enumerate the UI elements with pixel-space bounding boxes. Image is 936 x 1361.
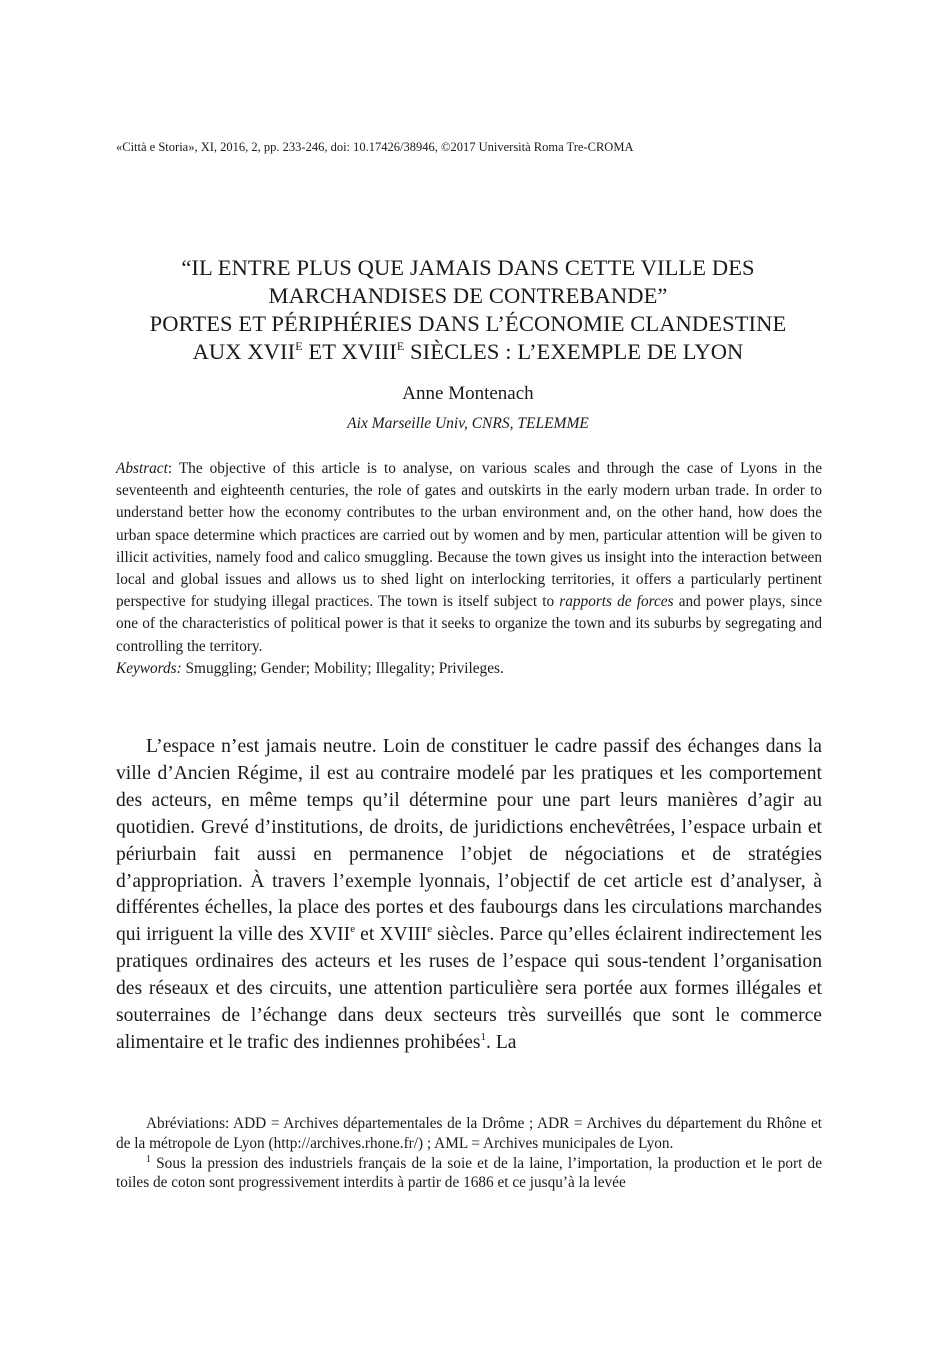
- superscript-e: e: [350, 923, 356, 936]
- superscript-e: e: [427, 923, 433, 936]
- abstract-italic-term: rapports de forces: [559, 593, 674, 611]
- superscript-e: E: [295, 339, 303, 353]
- footnote-1: [116, 1154, 822, 1194]
- abstract-section: [116, 458, 822, 680]
- running-header-citation: «Città e Storia», XI, 2016, 2, pp. 233-246, doi: 10.17426/38946, ©2017 Università Roma Tre-CROMA: [116, 140, 634, 154]
- author-affiliation: Aix Marseille Univ, CNRS, TELEMME: [347, 415, 589, 432]
- title-line-1: “IL ENTRE PLUS QUE JAMAIS DANS CETTE VILLE DES: [181, 255, 755, 280]
- abstract-text-b: and power plays, since one of the characteristics of political power is that it seeks to organize the town and its suburbs by segregating and controlling the territory.: [116, 593, 822, 655]
- footnote-1-text: Sous la pression des industriels français de la soie et de la laine, l’importation, la production et le port de toiles de coton sont progressivement interdits à partir de 1686 et ce jusqu’à la levée: [116, 1154, 822, 1192]
- footnote-abbreviations: Abréviations: ADD = Archives départementales de la Drôme ; ADR = Archives du département du Rhône et de la métropole de Lyon (http://archives.rhone.fr/) ; AML = Archives municipales de Lyon.: [116, 1115, 822, 1152]
- body-paragraph: [116, 734, 822, 1057]
- footnotes-section: [116, 1114, 822, 1193]
- body-text-b: et XVIII: [355, 924, 428, 946]
- footnote-number-1: 1: [146, 1153, 151, 1165]
- article-title: [60, 254, 876, 366]
- abstract-paragraph: [116, 458, 822, 658]
- subtitle-text-a: AUX XVII: [192, 339, 296, 364]
- body-text-d: . La: [486, 1031, 517, 1053]
- abstract-text-a: : The objective of this article is to analyse, on various scales and through the case of Lyons in the seventeenth and eighteenth centuries, the role of gates and outskirts in the early modern urban trade. In order to understand better how the economy contributes to the urban environment and, on the other hand, how does the urban space determine which practices are carried out by women and by men, particular attention will be given to illicit activities, namely food and calico smuggling. Because the town gives us insight into the interaction between local and global issues and allows us to shed light on interlocking territories, it offers a particularly pertinent perspective for studying illegal practices. The town is itself subject to: [116, 460, 822, 611]
- keywords-label: Keywords:: [116, 659, 182, 677]
- author-name: Anne Montenach: [402, 383, 534, 404]
- superscript-e: E: [396, 339, 405, 353]
- body-text-c: siècles. Parce qu’elles éclairent indirectement les pratiques ordinaires des acteurs et les ruses de l’espace qui sous-tendent l’organisation des réseaux et des circuits, une attention particulière sera portée aux formes illégales et souterraines de l’échange dans deux secteurs très surveillés que sont le commerce alimentaire et le trafic des indiennes prohibées: [116, 924, 823, 1053]
- subtitle-line-2: [60, 338, 876, 366]
- abstract-label: Abstract: [116, 460, 168, 477]
- main-text: [116, 734, 822, 1057]
- keywords-line: [116, 658, 822, 680]
- subtitle-text-c: SIÈCLES : L’EXEMPLE DE LYON: [404, 339, 744, 364]
- footnote-ref-1[interactable]: 1: [480, 1030, 487, 1043]
- subtitle-text-b: ET XVIII: [302, 339, 397, 364]
- subtitle-line-1: PORTES ET PÉRIPHÉRIES DANS L’ÉCONOMIE CLANDESTINE: [149, 311, 787, 336]
- title-line-2: MARCHANDISES DE CONTREBANDE”: [268, 283, 668, 308]
- keywords-list: Smuggling; Gender; Mobility; Illegality; Privileges.: [181, 659, 504, 677]
- body-text-a: L’espace n’est jamais neutre. Loin de constituer le cadre passif des échanges dans la ville d’Ancien Régime, il est au contraire modelé par les pratiques et les comportement des acteurs, en même temps qu’il détermine pour une part leurs manières d’agir au quotidien. Grevé d’institutions, de droits, de juridictions enchevêtrées, l’espace urbain et périurbain fait aussi en permanence l’objet de négociations et de stratégies d’appropriation. À travers l’exemple lyonnais, l’objectif de cet article est d’analyser, à différentes échelles, la place des portes et des faubourgs dans les circulations marchandes qui irriguent la ville des XVII: [116, 736, 822, 946]
